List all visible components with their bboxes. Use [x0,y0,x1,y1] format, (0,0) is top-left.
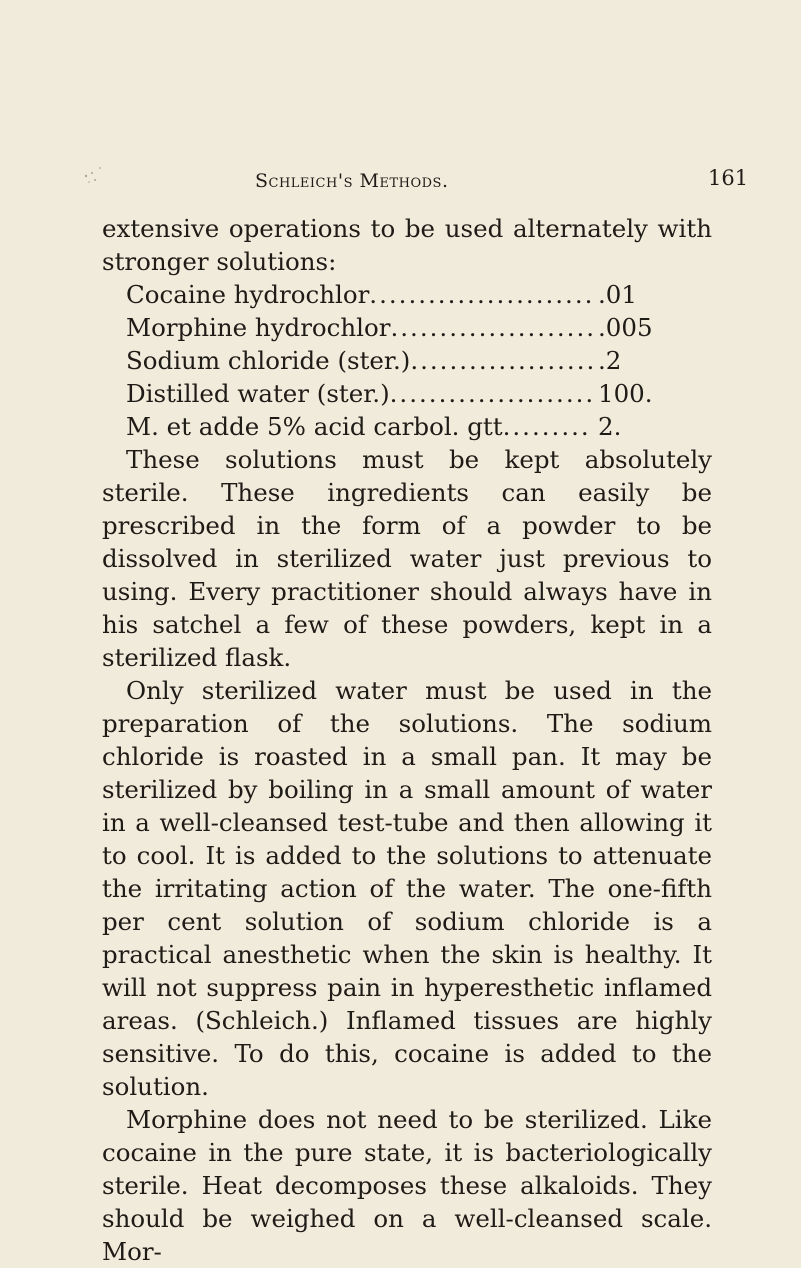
ingredient-amount: 100. [598,379,653,408]
prescription-row [126,377,686,410]
ingredient-name: Cocaine hydrochlor [126,280,370,309]
paragraph: These solutions must be kept absolutely sterile. These ingredients can easily be prescribed in the form of a powder to be dissolved in sterilized water just previous to using. Every practitioner should always have in his satchel a few of these powders, kept in a sterilized flask. [102,445,712,672]
prescription-row [126,311,686,344]
leader-dots [390,311,592,344]
leader-dots [410,344,592,377]
ingredient-amount: .005 [598,313,653,342]
ingredient-amount: 2. [598,412,622,441]
prescription-row [126,278,686,311]
ingredient-name: Distilled water (ster.) [126,379,390,408]
intro-paragraph: extensive operations to be used alternately with stronger solutions: [102,214,712,276]
ingredient-name: M. et adde 5% acid carbol. gtt [126,412,503,441]
ingredient-amount: .01 [598,280,637,309]
paragraph: Only sterilized water must be used in the preparation of the solutions. The sodium chloride is roasted in a small pan. It may be sterilized by boiling in a small amount of water in a well-cleansed test-tube and then allowing it to cool. It is added to the solutions to attenuate the irritating action of the water. The one-fifth per cent solution of sodium chloride is a practical anesthetic when the skin is healthy. It will not suppress pain in hyperesthetic inflamed areas. (Schleich.) Inflamed tissues are highly sensitive. To do this, cocaine is added to the solution. [102,676,712,1101]
running-head: Schleich's Methods. [255,170,449,192]
leader-dots [369,278,592,311]
leader-dots [503,410,592,443]
page-number: 161 [708,166,749,190]
page-body [102,212,712,1268]
page-header [0,166,801,198]
leader-dots [390,377,592,410]
prescription-row [126,344,686,377]
prescription-list [126,278,686,443]
ingredient-name: Morphine hydrochlor [126,313,391,342]
ingredient-amount: .2 [598,346,622,375]
prescription-row [126,410,686,443]
paragraph: Morphine does not need to be sterilized. Like cocaine in the pure state, it is bacteriologically sterile. Heat decomposes these alkaloids. They should be weighed on a well-cleansed scale. Mor- [102,1105,712,1266]
ingredient-name: Sodium chloride (ster.) [126,346,411,375]
